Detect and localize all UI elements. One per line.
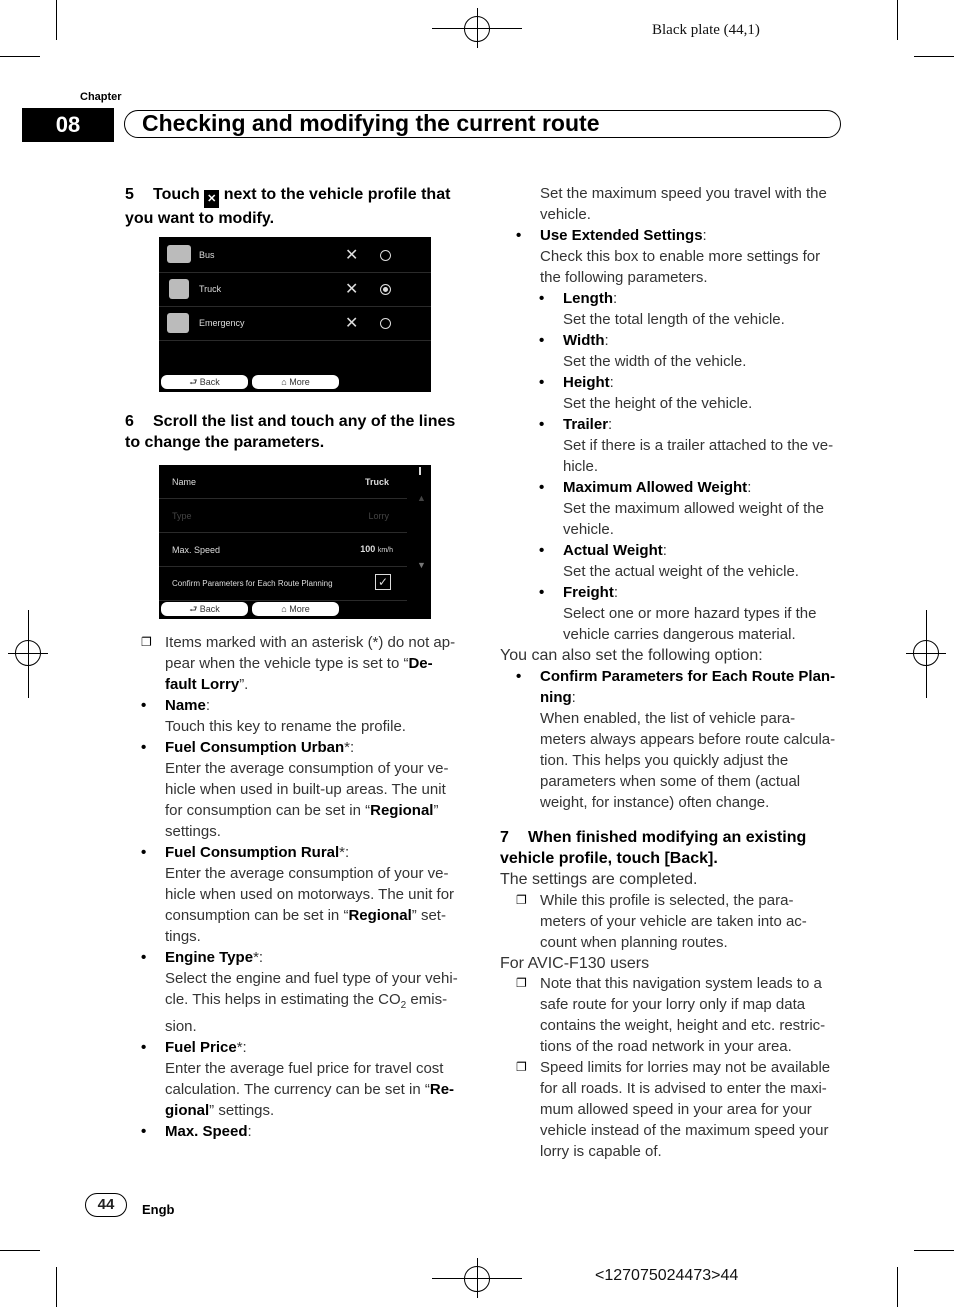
item-name: • Name: Touch this key to rename the profile. — [165, 695, 470, 737]
crop-mark — [56, 0, 57, 40]
chapter-number: 08 — [22, 108, 114, 142]
list-item[interactable]: Bus ✕ — [159, 239, 431, 273]
back-button[interactable]: ⮐ Back — [161, 375, 248, 389]
item-engine-type: • Engine Type*: Select the engine and fuel type of your vehi- cle. This helps in estimating the $CO_2$ emis- sion. — [165, 947, 470, 1037]
radio-button[interactable] — [380, 250, 391, 261]
chapter-title: Checking and modifying the current route — [142, 110, 600, 136]
crop-mark — [897, 0, 898, 40]
crop-mark — [914, 1250, 954, 1251]
note-safe-route: ❐ Note that this navigation system leads to a safe route for your lorry only if map data contains the weight, height and etc. restric- tions of the road network in your area. — [540, 973, 845, 1057]
radio-button[interactable] — [380, 318, 391, 329]
back-button[interactable]: ⮐ Back — [161, 602, 248, 616]
crop-mark — [56, 1267, 57, 1307]
truck-icon — [169, 279, 189, 299]
crop-mark — [897, 1267, 898, 1307]
left-text-body — [165, 632, 470, 1142]
back-arrow-icon: ⮐ — [189, 377, 200, 387]
item-max-speed: • Max. Speed: — [165, 1121, 470, 1142]
registration-mark — [15, 640, 41, 666]
item-fuel-urban: • Fuel Consumption Urban*: Enter the average consumption of your ve- hicle when used in built-up areas. The unit for consumption can be set in “Regional” settings. — [165, 737, 470, 842]
scroll-up-icon[interactable]: ▲ — [417, 493, 426, 503]
registration-mark — [464, 1266, 490, 1292]
document-code: <127075024473>44 — [595, 1267, 739, 1284]
list-item[interactable]: Truck ✕ — [159, 273, 431, 307]
right-column-top: Set the maximum speed you travel with the vehicle. • Use Extended Settings: Check this box to enable more settings for the following parameters. • Length: Set the total length of the vehicle. • Width: Set the width of the vehicle. • Height: Set the height of the vehicle. • Trailer: Set if there is a trailer attached to the ve- hicle. • Maximum Allowed Weight: Set the maximum allowed weight of the vehicle. • Actual Weight: Set the actual weight of the vehicle. • Freight: Select one or more hazard types if the vehicle carries dangerous material. — [540, 183, 845, 645]
home-icon: ⌂ — [281, 604, 290, 614]
item-freight: • Freight: Select one or more hazard types if the vehicle carries dangerous material. — [563, 582, 845, 645]
item-height: • Height: Set the height of the vehicle. — [563, 372, 845, 414]
note-profile-selected: ❐ While this profile is selected, the para- meters of your vehicle are taken into ac- count when planning routes. — [540, 890, 845, 953]
tools-icon[interactable]: ✕ — [345, 247, 359, 264]
notes-avic — [540, 973, 845, 1162]
vehicle-parameters-screen — [159, 465, 431, 619]
radio-button-selected[interactable] — [380, 284, 391, 295]
item-extended-settings: • Use Extended Settings: Check this box to enable more settings for the following parameters. — [540, 225, 845, 288]
back-arrow-icon: ⮐ — [189, 604, 200, 614]
crop-mark — [0, 1250, 40, 1251]
tools-icon[interactable]: ✕ — [345, 281, 359, 298]
scrollbar[interactable] — [411, 465, 431, 601]
note-asterisk: ❐ Items marked with an asterisk (*) do not ap- pear when the vehicle type is set to “De- fault Lorry”. — [165, 632, 470, 695]
emergency-vehicle-icon — [167, 313, 189, 333]
vehicle-profile-screen — [159, 237, 431, 392]
home-icon: ⌂ — [281, 377, 290, 387]
parameter-row-type[interactable]: Type Lorry — [159, 499, 407, 533]
bus-icon — [167, 245, 191, 263]
step-6: 6 Scroll the list and touch any of the lines to change the parameters. — [125, 413, 456, 451]
parameter-row-confirm[interactable]: Confirm Parameters for Each Route Planning ✓ — [159, 567, 407, 601]
item-actual-weight: • Actual Weight: Set the actual weight of the vehicle. — [563, 540, 845, 582]
parameter-row-max-speed[interactable]: Max. Speed 100 km/h — [159, 533, 407, 567]
tools-icon[interactable]: ✕ — [345, 315, 359, 332]
left-column: 5 Touch ✕ next to the vehicle profile that you want to modify. — [125, 184, 470, 229]
registration-mark — [913, 640, 939, 666]
page-number: 44 — [85, 1193, 127, 1217]
item-length: • Length: Set the total length of the vehicle. — [563, 288, 845, 330]
registration-mark — [464, 16, 490, 42]
note-speed-limits: ❐ Speed limits for lorries may not be available for all roads. It is advised to enter the maxi- mum allowed speed in your area for your vehicle instead of the maximum speed your lorry is capable of. — [540, 1057, 845, 1162]
chapter-label: Chapter — [80, 91, 122, 103]
item-trailer: • Trailer: Set if there is a trailer attached to the ve- hicle. — [563, 414, 845, 477]
language-code: Engb — [142, 1202, 175, 1217]
also-option-text: You can also set the following option: — [500, 647, 763, 664]
extended-sublist — [540, 288, 845, 645]
scroll-thumb[interactable] — [419, 467, 421, 475]
tools-icon: ✕ — [204, 190, 219, 208]
crop-mark — [0, 56, 40, 57]
item-fuel-price: • Fuel Price*: Enter the average fuel price for travel cost calculation. The currency can be set in “Re- gional” settings. — [165, 1037, 470, 1121]
plate-label: Black plate (44,1) — [652, 22, 760, 38]
item-max-allowed-weight: • Maximum Allowed Weight: Set the maximum allowed weight of the vehicle. — [563, 477, 845, 540]
crop-mark — [914, 56, 954, 57]
scroll-down-icon[interactable]: ▼ — [417, 560, 426, 570]
more-button[interactable]: ⌂ More — [252, 375, 339, 389]
step-7: 7 When finished modifying an existing vehicle profile, touch [Back]. The settings are completed. — [500, 829, 807, 888]
list-item[interactable]: Emergency ✕ — [159, 307, 431, 341]
parameter-row-name[interactable]: Name Truck — [159, 465, 407, 499]
more-button[interactable]: ⌂ More — [252, 602, 339, 616]
item-fuel-rural: • Fuel Consumption Rural*: Enter the average consumption of your ve- hicle when used on motorways. The unit for consumption can be set in “Regional” set- tings. — [165, 842, 470, 947]
item-confirm-parameters: • Confirm Parameters for Each Route Plan- ning: When enabled, the list of vehicle para- meters always appears before route calcula- tion. This helps you quickly adjust the parameters when some of them (actual weight, for instance) often change. — [540, 666, 845, 813]
checkbox-checked[interactable]: ✓ — [375, 574, 391, 590]
item-width: • Width: Set the width of the vehicle. — [563, 330, 845, 372]
avic-users-label: For AVIC-F130 users — [500, 955, 650, 972]
step-5: 5 Touch ✕ next to the vehicle profile that — [125, 184, 470, 208]
